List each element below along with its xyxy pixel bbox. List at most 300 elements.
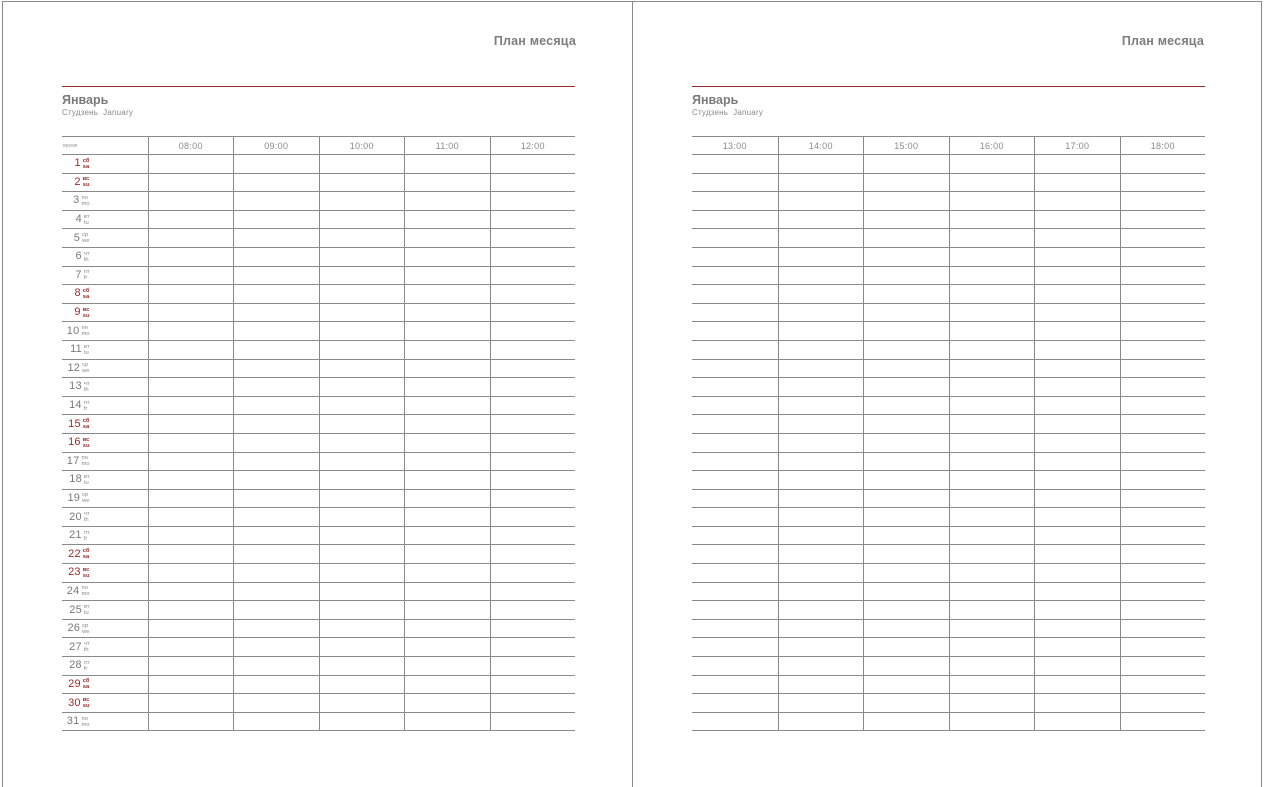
slot-cell[interactable] <box>319 155 405 173</box>
slot-cell[interactable] <box>490 285 576 303</box>
slot-cell[interactable] <box>490 267 576 285</box>
slot-cell[interactable] <box>692 211 778 229</box>
slot-cell[interactable] <box>233 490 319 508</box>
slot-cell[interactable] <box>863 267 949 285</box>
slot-cell[interactable] <box>233 415 319 433</box>
slot-cell[interactable] <box>319 397 405 415</box>
slot-cell[interactable] <box>949 694 1035 712</box>
slot-cell[interactable] <box>863 620 949 638</box>
slot-cell[interactable] <box>949 341 1035 359</box>
slot-cell[interactable] <box>949 248 1035 266</box>
slot-cell[interactable] <box>1034 453 1120 471</box>
slot-cell[interactable] <box>148 397 234 415</box>
slot-cell[interactable] <box>233 676 319 694</box>
slot-cell[interactable] <box>692 397 778 415</box>
slot-cell[interactable] <box>1034 229 1120 247</box>
slot-cell[interactable] <box>778 211 864 229</box>
slot-cell[interactable] <box>863 657 949 675</box>
slot-cell[interactable] <box>148 453 234 471</box>
slot-cell[interactable] <box>863 453 949 471</box>
slot-cell[interactable] <box>949 285 1035 303</box>
slot-cell[interactable] <box>404 676 490 694</box>
slot-cell[interactable] <box>778 453 864 471</box>
slot-cell[interactable] <box>233 434 319 452</box>
slot-cell[interactable] <box>949 601 1035 619</box>
slot-cell[interactable] <box>490 378 576 396</box>
slot-cell[interactable] <box>148 155 234 173</box>
slot-cell[interactable] <box>233 620 319 638</box>
slot-cell[interactable] <box>490 453 576 471</box>
slot-cell[interactable] <box>148 564 234 582</box>
slot-cell[interactable] <box>233 453 319 471</box>
slot-cell[interactable] <box>233 229 319 247</box>
slot-cell[interactable] <box>148 545 234 563</box>
slot-cell[interactable] <box>490 229 576 247</box>
slot-cell[interactable] <box>949 657 1035 675</box>
slot-cell[interactable] <box>148 713 234 731</box>
slot-cell[interactable] <box>863 527 949 545</box>
slot-cell[interactable] <box>319 564 405 582</box>
slot-cell[interactable] <box>490 471 576 489</box>
slot-cell[interactable] <box>404 211 490 229</box>
slot-cell[interactable] <box>863 564 949 582</box>
slot-cell[interactable] <box>778 527 864 545</box>
slot-cell[interactable] <box>1120 564 1206 582</box>
slot-cell[interactable] <box>148 583 234 601</box>
slot-cell[interactable] <box>404 304 490 322</box>
slot-cell[interactable] <box>233 211 319 229</box>
slot-cell[interactable] <box>404 192 490 210</box>
slot-cell[interactable] <box>319 545 405 563</box>
slot-cell[interactable] <box>778 360 864 378</box>
slot-cell[interactable] <box>233 713 319 731</box>
slot-cell[interactable] <box>778 229 864 247</box>
slot-cell[interactable] <box>233 378 319 396</box>
slot-cell[interactable] <box>404 174 490 192</box>
slot-cell[interactable] <box>490 155 576 173</box>
slot-cell[interactable] <box>692 471 778 489</box>
slot-cell[interactable] <box>1120 713 1206 731</box>
slot-cell[interactable] <box>319 267 405 285</box>
slot-cell[interactable] <box>778 304 864 322</box>
slot-cell[interactable] <box>490 713 576 731</box>
slot-cell[interactable] <box>863 248 949 266</box>
slot-cell[interactable] <box>1034 583 1120 601</box>
slot-cell[interactable] <box>490 322 576 340</box>
slot-cell[interactable] <box>1120 341 1206 359</box>
slot-cell[interactable] <box>1034 304 1120 322</box>
slot-cell[interactable] <box>1034 564 1120 582</box>
slot-cell[interactable] <box>863 397 949 415</box>
slot-cell[interactable] <box>863 508 949 526</box>
slot-cell[interactable] <box>404 341 490 359</box>
slot-cell[interactable] <box>404 285 490 303</box>
slot-cell[interactable] <box>148 601 234 619</box>
slot-cell[interactable] <box>1120 174 1206 192</box>
slot-cell[interactable] <box>148 676 234 694</box>
slot-cell[interactable] <box>692 676 778 694</box>
slot-cell[interactable] <box>490 174 576 192</box>
slot-cell[interactable] <box>490 434 576 452</box>
slot-cell[interactable] <box>404 527 490 545</box>
slot-cell[interactable] <box>863 583 949 601</box>
slot-cell[interactable] <box>148 174 234 192</box>
slot-cell[interactable] <box>863 601 949 619</box>
slot-cell[interactable] <box>863 360 949 378</box>
slot-cell[interactable] <box>319 713 405 731</box>
slot-cell[interactable] <box>148 378 234 396</box>
slot-cell[interactable] <box>692 174 778 192</box>
slot-cell[interactable] <box>490 490 576 508</box>
slot-cell[interactable] <box>949 360 1035 378</box>
slot-cell[interactable] <box>404 545 490 563</box>
slot-cell[interactable] <box>233 192 319 210</box>
slot-cell[interactable] <box>863 434 949 452</box>
slot-cell[interactable] <box>148 434 234 452</box>
slot-cell[interactable] <box>1120 285 1206 303</box>
slot-cell[interactable] <box>1120 397 1206 415</box>
slot-cell[interactable] <box>1120 676 1206 694</box>
slot-cell[interactable] <box>778 583 864 601</box>
slot-cell[interactable] <box>319 694 405 712</box>
slot-cell[interactable] <box>319 676 405 694</box>
slot-cell[interactable] <box>319 415 405 433</box>
slot-cell[interactable] <box>233 285 319 303</box>
slot-cell[interactable] <box>404 583 490 601</box>
slot-cell[interactable] <box>778 267 864 285</box>
slot-cell[interactable] <box>404 508 490 526</box>
slot-cell[interactable] <box>490 415 576 433</box>
slot-cell[interactable] <box>490 527 576 545</box>
slot-cell[interactable] <box>404 378 490 396</box>
slot-cell[interactable] <box>1034 620 1120 638</box>
slot-cell[interactable] <box>148 341 234 359</box>
slot-cell[interactable] <box>778 657 864 675</box>
slot-cell[interactable] <box>490 192 576 210</box>
slot-cell[interactable] <box>1120 657 1206 675</box>
slot-cell[interactable] <box>778 285 864 303</box>
slot-cell[interactable] <box>1034 508 1120 526</box>
slot-cell[interactable] <box>1034 285 1120 303</box>
slot-cell[interactable] <box>490 248 576 266</box>
slot-cell[interactable] <box>404 620 490 638</box>
slot-cell[interactable] <box>319 583 405 601</box>
slot-cell[interactable] <box>949 638 1035 656</box>
slot-cell[interactable] <box>949 229 1035 247</box>
slot-cell[interactable] <box>319 527 405 545</box>
slot-cell[interactable] <box>692 527 778 545</box>
slot-cell[interactable] <box>778 471 864 489</box>
slot-cell[interactable] <box>319 285 405 303</box>
slot-cell[interactable] <box>778 378 864 396</box>
slot-cell[interactable] <box>319 490 405 508</box>
slot-cell[interactable] <box>949 322 1035 340</box>
slot-cell[interactable] <box>692 248 778 266</box>
slot-cell[interactable] <box>949 304 1035 322</box>
slot-cell[interactable] <box>778 601 864 619</box>
slot-cell[interactable] <box>319 192 405 210</box>
slot-cell[interactable] <box>319 453 405 471</box>
slot-cell[interactable] <box>148 638 234 656</box>
slot-cell[interactable] <box>319 508 405 526</box>
slot-cell[interactable] <box>1120 434 1206 452</box>
slot-cell[interactable] <box>949 564 1035 582</box>
slot-cell[interactable] <box>778 341 864 359</box>
slot-cell[interactable] <box>319 471 405 489</box>
slot-cell[interactable] <box>233 155 319 173</box>
slot-cell[interactable] <box>692 304 778 322</box>
slot-cell[interactable] <box>1034 415 1120 433</box>
slot-cell[interactable] <box>148 192 234 210</box>
slot-cell[interactable] <box>1120 638 1206 656</box>
slot-cell[interactable] <box>692 341 778 359</box>
slot-cell[interactable] <box>692 192 778 210</box>
slot-cell[interactable] <box>1120 378 1206 396</box>
slot-cell[interactable] <box>233 564 319 582</box>
slot-cell[interactable] <box>490 545 576 563</box>
slot-cell[interactable] <box>863 471 949 489</box>
slot-cell[interactable] <box>863 322 949 340</box>
slot-cell[interactable] <box>490 694 576 712</box>
slot-cell[interactable] <box>949 471 1035 489</box>
slot-cell[interactable] <box>148 322 234 340</box>
slot-cell[interactable] <box>1034 471 1120 489</box>
slot-cell[interactable] <box>863 174 949 192</box>
slot-cell[interactable] <box>319 211 405 229</box>
slot-cell[interactable] <box>404 564 490 582</box>
slot-cell[interactable] <box>1034 397 1120 415</box>
slot-cell[interactable] <box>490 676 576 694</box>
slot-cell[interactable] <box>692 564 778 582</box>
slot-cell[interactable] <box>949 211 1035 229</box>
slot-cell[interactable] <box>1034 174 1120 192</box>
slot-cell[interactable] <box>778 676 864 694</box>
slot-cell[interactable] <box>949 267 1035 285</box>
slot-cell[interactable] <box>692 415 778 433</box>
slot-cell[interactable] <box>692 620 778 638</box>
slot-cell[interactable] <box>233 248 319 266</box>
slot-cell[interactable] <box>490 620 576 638</box>
slot-cell[interactable] <box>404 267 490 285</box>
slot-cell[interactable] <box>1034 713 1120 731</box>
slot-cell[interactable] <box>404 248 490 266</box>
slot-cell[interactable] <box>148 657 234 675</box>
slot-cell[interactable] <box>404 415 490 433</box>
slot-cell[interactable] <box>949 415 1035 433</box>
slot-cell[interactable] <box>863 545 949 563</box>
slot-cell[interactable] <box>863 155 949 173</box>
slot-cell[interactable] <box>490 583 576 601</box>
slot-cell[interactable] <box>233 601 319 619</box>
slot-cell[interactable] <box>233 583 319 601</box>
slot-cell[interactable] <box>404 657 490 675</box>
slot-cell[interactable] <box>692 638 778 656</box>
slot-cell[interactable] <box>490 508 576 526</box>
slot-cell[interactable] <box>490 638 576 656</box>
slot-cell[interactable] <box>148 267 234 285</box>
slot-cell[interactable] <box>148 211 234 229</box>
slot-cell[interactable] <box>778 415 864 433</box>
slot-cell[interactable] <box>949 192 1035 210</box>
slot-cell[interactable] <box>319 657 405 675</box>
slot-cell[interactable] <box>863 490 949 508</box>
slot-cell[interactable] <box>949 453 1035 471</box>
slot-cell[interactable] <box>778 638 864 656</box>
slot-cell[interactable] <box>1120 694 1206 712</box>
slot-cell[interactable] <box>319 229 405 247</box>
slot-cell[interactable] <box>233 322 319 340</box>
slot-cell[interactable] <box>778 397 864 415</box>
slot-cell[interactable] <box>778 434 864 452</box>
slot-cell[interactable] <box>949 713 1035 731</box>
slot-cell[interactable] <box>1120 471 1206 489</box>
slot-cell[interactable] <box>1034 694 1120 712</box>
slot-cell[interactable] <box>490 341 576 359</box>
slot-cell[interactable] <box>319 322 405 340</box>
slot-cell[interactable] <box>148 285 234 303</box>
slot-cell[interactable] <box>233 360 319 378</box>
slot-cell[interactable] <box>863 694 949 712</box>
slot-cell[interactable] <box>1034 155 1120 173</box>
slot-cell[interactable] <box>949 490 1035 508</box>
slot-cell[interactable] <box>692 434 778 452</box>
slot-cell[interactable] <box>233 471 319 489</box>
slot-cell[interactable] <box>692 601 778 619</box>
slot-cell[interactable] <box>490 211 576 229</box>
slot-cell[interactable] <box>1034 267 1120 285</box>
slot-cell[interactable] <box>1120 304 1206 322</box>
slot-cell[interactable] <box>1120 229 1206 247</box>
slot-cell[interactable] <box>404 453 490 471</box>
slot-cell[interactable] <box>1034 545 1120 563</box>
slot-cell[interactable] <box>863 192 949 210</box>
slot-cell[interactable] <box>233 174 319 192</box>
slot-cell[interactable] <box>949 397 1035 415</box>
slot-cell[interactable] <box>1120 192 1206 210</box>
slot-cell[interactable] <box>1120 453 1206 471</box>
slot-cell[interactable] <box>863 415 949 433</box>
slot-cell[interactable] <box>148 490 234 508</box>
slot-cell[interactable] <box>404 471 490 489</box>
slot-cell[interactable] <box>778 174 864 192</box>
slot-cell[interactable] <box>1120 545 1206 563</box>
slot-cell[interactable] <box>490 564 576 582</box>
slot-cell[interactable] <box>1034 248 1120 266</box>
slot-cell[interactable] <box>949 545 1035 563</box>
slot-cell[interactable] <box>233 267 319 285</box>
slot-cell[interactable] <box>692 322 778 340</box>
slot-cell[interactable] <box>404 713 490 731</box>
slot-cell[interactable] <box>949 676 1035 694</box>
slot-cell[interactable] <box>1120 415 1206 433</box>
slot-cell[interactable] <box>949 174 1035 192</box>
slot-cell[interactable] <box>233 545 319 563</box>
slot-cell[interactable] <box>148 229 234 247</box>
slot-cell[interactable] <box>148 527 234 545</box>
slot-cell[interactable] <box>319 434 405 452</box>
slot-cell[interactable] <box>319 304 405 322</box>
slot-cell[interactable] <box>319 638 405 656</box>
slot-cell[interactable] <box>692 657 778 675</box>
slot-cell[interactable] <box>1120 267 1206 285</box>
slot-cell[interactable] <box>692 713 778 731</box>
slot-cell[interactable] <box>692 378 778 396</box>
slot-cell[interactable] <box>778 694 864 712</box>
slot-cell[interactable] <box>1034 192 1120 210</box>
slot-cell[interactable] <box>490 657 576 675</box>
slot-cell[interactable] <box>319 341 405 359</box>
slot-cell[interactable] <box>692 694 778 712</box>
slot-cell[interactable] <box>949 508 1035 526</box>
slot-cell[interactable] <box>949 583 1035 601</box>
slot-cell[interactable] <box>1120 155 1206 173</box>
slot-cell[interactable] <box>778 508 864 526</box>
slot-cell[interactable] <box>404 397 490 415</box>
slot-cell[interactable] <box>692 508 778 526</box>
slot-cell[interactable] <box>148 248 234 266</box>
slot-cell[interactable] <box>404 694 490 712</box>
slot-cell[interactable] <box>319 601 405 619</box>
slot-cell[interactable] <box>490 304 576 322</box>
slot-cell[interactable] <box>404 229 490 247</box>
slot-cell[interactable] <box>863 676 949 694</box>
slot-cell[interactable] <box>863 304 949 322</box>
slot-cell[interactable] <box>778 713 864 731</box>
slot-cell[interactable] <box>778 192 864 210</box>
slot-cell[interactable] <box>233 638 319 656</box>
slot-cell[interactable] <box>319 248 405 266</box>
slot-cell[interactable] <box>778 248 864 266</box>
slot-cell[interactable] <box>1034 490 1120 508</box>
slot-cell[interactable] <box>1120 527 1206 545</box>
slot-cell[interactable] <box>148 415 234 433</box>
slot-cell[interactable] <box>404 322 490 340</box>
slot-cell[interactable] <box>1034 676 1120 694</box>
slot-cell[interactable] <box>778 155 864 173</box>
slot-cell[interactable] <box>1120 360 1206 378</box>
slot-cell[interactable] <box>1120 211 1206 229</box>
slot-cell[interactable] <box>692 155 778 173</box>
slot-cell[interactable] <box>949 434 1035 452</box>
slot-cell[interactable] <box>863 638 949 656</box>
slot-cell[interactable] <box>404 638 490 656</box>
slot-cell[interactable] <box>949 155 1035 173</box>
slot-cell[interactable] <box>949 527 1035 545</box>
slot-cell[interactable] <box>319 378 405 396</box>
slot-cell[interactable] <box>148 471 234 489</box>
slot-cell[interactable] <box>1120 248 1206 266</box>
slot-cell[interactable] <box>778 322 864 340</box>
slot-cell[interactable] <box>1034 434 1120 452</box>
slot-cell[interactable] <box>233 341 319 359</box>
slot-cell[interactable] <box>949 620 1035 638</box>
slot-cell[interactable] <box>1120 601 1206 619</box>
slot-cell[interactable] <box>1034 601 1120 619</box>
slot-cell[interactable] <box>778 564 864 582</box>
slot-cell[interactable] <box>692 545 778 563</box>
slot-cell[interactable] <box>148 304 234 322</box>
slot-cell[interactable] <box>692 583 778 601</box>
slot-cell[interactable] <box>233 508 319 526</box>
slot-cell[interactable] <box>778 490 864 508</box>
slot-cell[interactable] <box>233 527 319 545</box>
slot-cell[interactable] <box>692 267 778 285</box>
slot-cell[interactable] <box>1034 341 1120 359</box>
slot-cell[interactable] <box>1034 322 1120 340</box>
slot-cell[interactable] <box>692 453 778 471</box>
slot-cell[interactable] <box>404 360 490 378</box>
slot-cell[interactable] <box>233 694 319 712</box>
